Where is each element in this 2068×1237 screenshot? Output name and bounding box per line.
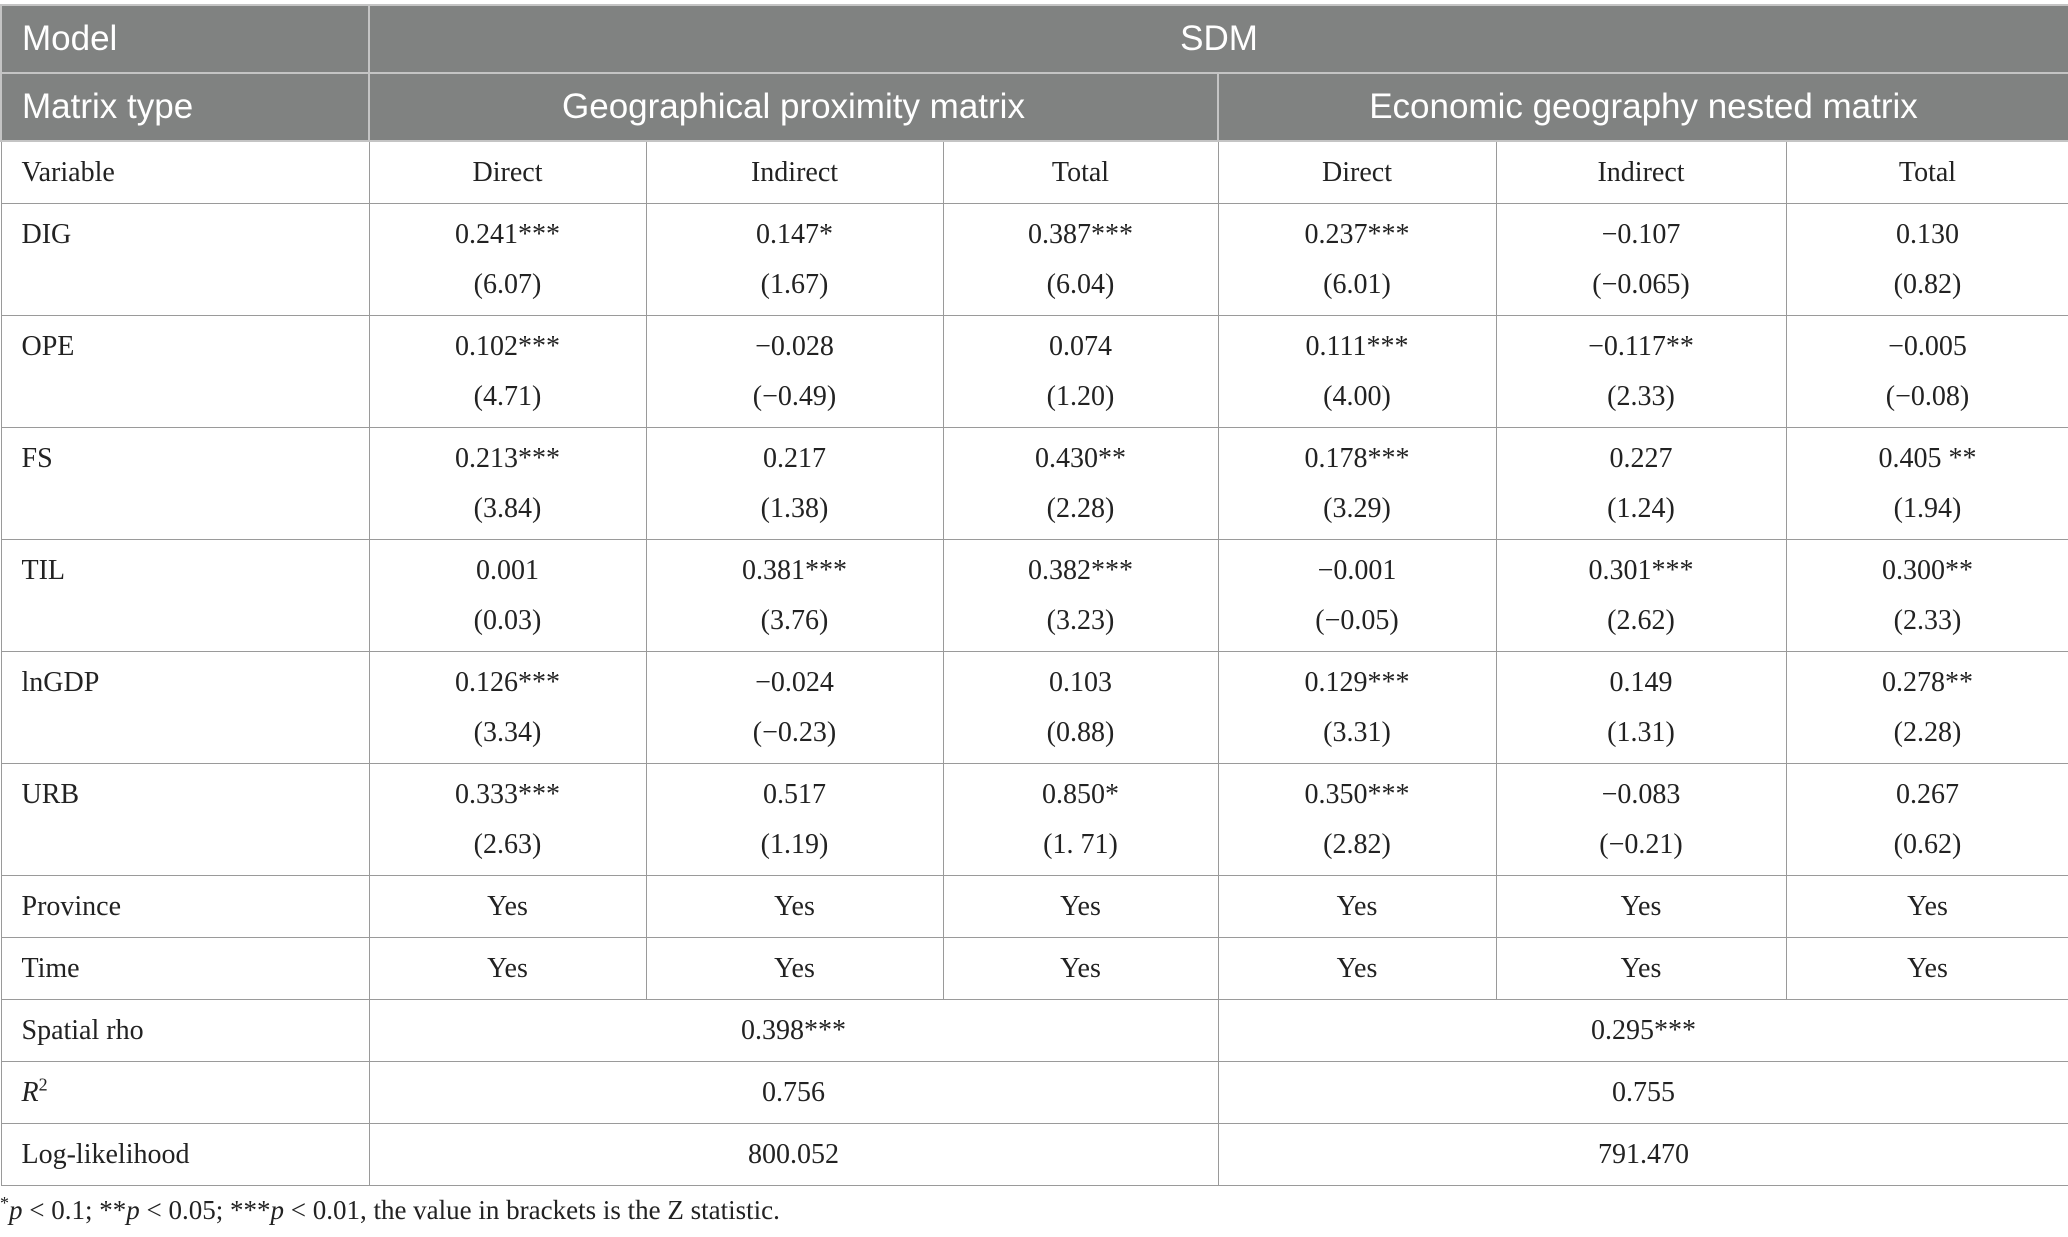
- z-statistic: (1.67): [760, 268, 829, 300]
- table-row: [1, 428, 2068, 540]
- column-header-row: [1, 141, 2068, 204]
- header-row-model: [1, 5, 2068, 73]
- z-statistic: (−0.05): [1315, 604, 1399, 636]
- r-squared-row: [1, 1062, 2068, 1124]
- cell: [646, 652, 943, 764]
- econ-indirect-header: Indirect: [1496, 141, 1786, 204]
- z-statistic: (−0.23): [752, 716, 837, 748]
- z-statistic: (−0.49): [752, 380, 837, 412]
- coefficient: 0.102***: [455, 330, 560, 362]
- cell: [646, 316, 943, 428]
- cell: [369, 652, 646, 764]
- matrix-geo-header: Geographical proximity matrix: [369, 73, 1218, 141]
- cell: [1786, 316, 2068, 428]
- results-table-container: [0, 4, 2068, 1186]
- z-statistic: (2.82): [1323, 828, 1391, 860]
- z-statistic: (1.20): [1046, 380, 1115, 412]
- cell: [1218, 204, 1496, 316]
- model-value: SDM: [369, 5, 2068, 73]
- r-squared-superscript: 2: [38, 1074, 48, 1095]
- cell: [1786, 204, 2068, 316]
- footnote-p2: p: [126, 1195, 140, 1225]
- matrix-type-label: Matrix type: [1, 73, 369, 141]
- z-statistic: (2.63): [473, 828, 542, 860]
- table-row: [1, 540, 2068, 652]
- geo-indirect-header: Indirect: [646, 141, 943, 204]
- cell: Yes: [1496, 938, 1786, 1000]
- z-statistic: (0.62): [1893, 828, 1962, 860]
- r-squared-letter: R: [21, 1076, 39, 1108]
- coefficient: 0.278**: [1882, 666, 1973, 698]
- footnote-t2: < 0.05; ***: [139, 1195, 271, 1225]
- cell: Yes: [1218, 876, 1496, 938]
- cell: [943, 316, 1218, 428]
- geo-total-header: Total: [943, 141, 1218, 204]
- control-name: Time: [1, 938, 369, 1000]
- cell: [1496, 652, 1786, 764]
- coefficient: −0.117**: [1588, 330, 1694, 362]
- coefficient: 0.129***: [1304, 666, 1410, 698]
- cell: [1786, 428, 2068, 540]
- econ-total-header: Total: [1786, 141, 2068, 204]
- coefficient: −0.028: [755, 330, 834, 362]
- coefficient: 0.126***: [455, 666, 560, 698]
- coefficient: 0.178***: [1304, 442, 1410, 474]
- cell: [1218, 652, 1496, 764]
- coefficient: 0.517: [763, 778, 826, 810]
- cell: [943, 204, 1218, 316]
- r-squared-econ: 0.755: [1218, 1062, 2068, 1124]
- coefficient: 0.149: [1609, 666, 1673, 698]
- log-likelihood-econ: 791.470: [1218, 1124, 2068, 1186]
- model-label: Model: [1, 5, 369, 73]
- cell: [943, 764, 1218, 876]
- z-statistic: (2.62): [1607, 604, 1675, 636]
- cell: [943, 428, 1218, 540]
- spatial-rho-row: [1, 1000, 2068, 1062]
- matrix-econ-header: Economic geography nested matrix: [1218, 73, 2068, 141]
- spatial-rho-label: Spatial rho: [1, 1000, 369, 1062]
- cell: [1786, 764, 2068, 876]
- coefficient: −0.083: [1601, 778, 1681, 810]
- econ-direct-header: Direct: [1218, 141, 1496, 204]
- footnote-t1: < 0.1; **: [22, 1195, 127, 1225]
- coefficient: 0.430**: [1035, 442, 1126, 474]
- table-row: [1, 316, 2068, 428]
- coefficient: 0.103: [1049, 666, 1112, 698]
- cell: [943, 652, 1218, 764]
- coefficient: 0.217: [763, 442, 826, 474]
- coefficient: 0.850*: [1042, 778, 1119, 810]
- cell: Yes: [1218, 938, 1496, 1000]
- cell: [1218, 764, 1496, 876]
- cell: [646, 764, 943, 876]
- log-likelihood-label: Log-likelihood: [1, 1124, 369, 1186]
- header-row-matrix: [1, 73, 2068, 141]
- variable-header: Variable: [1, 141, 369, 204]
- coefficient: 0.111***: [1305, 330, 1409, 362]
- log-likelihood-row: [1, 1124, 2068, 1186]
- variable-name: lnGDP: [1, 652, 369, 764]
- coefficient: 0.382***: [1028, 554, 1133, 586]
- coefficient: 0.074: [1049, 330, 1112, 362]
- z-statistic: (4.00): [1323, 380, 1391, 412]
- coefficient: 0.130: [1896, 218, 1959, 250]
- cell: [1496, 540, 1786, 652]
- z-statistic: (−0.08): [1885, 380, 1970, 412]
- z-statistic: (6.01): [1323, 268, 1391, 300]
- cell: Yes: [1496, 876, 1786, 938]
- coefficient: 0.333***: [455, 778, 560, 810]
- z-statistic: (1.94): [1893, 492, 1962, 524]
- table-row: [1, 876, 2068, 938]
- cell: Yes: [1786, 938, 2068, 1000]
- table-row: [1, 204, 2068, 316]
- cell: Yes: [369, 876, 646, 938]
- variable-name: DIG: [1, 204, 369, 316]
- cell: [1218, 540, 1496, 652]
- cell: [1218, 316, 1496, 428]
- coefficient: 0.227: [1609, 442, 1673, 474]
- z-statistic: (0.03): [473, 604, 542, 636]
- cell: [1496, 316, 1786, 428]
- cell: [1496, 204, 1786, 316]
- z-statistic: (4.71): [473, 380, 542, 412]
- table-row: [1, 938, 2068, 1000]
- coefficient: 0.387***: [1028, 218, 1133, 250]
- z-statistic: (1.31): [1607, 716, 1675, 748]
- z-statistic: (3.84): [473, 492, 542, 524]
- coefficient: 0.237***: [1304, 218, 1410, 250]
- z-statistic: (2.28): [1893, 716, 1962, 748]
- coefficient: 0.147*: [756, 218, 833, 250]
- coefficient: 0.300**: [1882, 554, 1973, 586]
- z-statistic: (0.82): [1893, 268, 1962, 300]
- cell: [369, 540, 646, 652]
- coefficient: 0.267: [1896, 778, 1959, 810]
- cell: [1218, 428, 1496, 540]
- variable-name: URB: [1, 764, 369, 876]
- z-statistic: (3.34): [473, 716, 542, 748]
- table-footnote: [0, 1193, 780, 1226]
- cell: Yes: [646, 876, 943, 938]
- coefficient: 0.350***: [1304, 778, 1410, 810]
- sdm-results-table: [0, 4, 2068, 1186]
- variable-name: TIL: [1, 540, 369, 652]
- z-statistic: (0.88): [1046, 716, 1115, 748]
- variable-name: FS: [1, 428, 369, 540]
- coefficient: −0.001: [1317, 554, 1397, 586]
- z-statistic: (3.23): [1046, 604, 1115, 636]
- z-statistic: (1.38): [760, 492, 829, 524]
- coefficient: −0.107: [1601, 218, 1681, 250]
- cell: [1496, 428, 1786, 540]
- z-statistic: (2.28): [1046, 492, 1115, 524]
- cell: [646, 204, 943, 316]
- z-statistic: (1. 71): [1043, 828, 1118, 860]
- geo-direct-header: Direct: [369, 141, 646, 204]
- log-likelihood-geo: 800.052: [369, 1124, 1218, 1186]
- control-name: Province: [1, 876, 369, 938]
- coefficient: 0.405 **: [1878, 442, 1977, 474]
- table-row: [1, 764, 2068, 876]
- spatial-rho-econ: 0.295***: [1218, 1000, 2068, 1062]
- cell: [1496, 764, 1786, 876]
- z-statistic: (3.31): [1323, 716, 1391, 748]
- z-statistic: (−0.21): [1599, 828, 1683, 860]
- coefficient: 0.381***: [742, 554, 847, 586]
- cell: [369, 764, 646, 876]
- z-statistic: (3.76): [760, 604, 829, 636]
- z-statistic: (6.07): [473, 268, 542, 300]
- footnote-p1: p: [9, 1195, 23, 1225]
- coefficient: 0.001: [476, 554, 539, 586]
- cell: [1786, 652, 2068, 764]
- cell: [369, 316, 646, 428]
- z-statistic: (6.04): [1046, 268, 1115, 300]
- coefficient: 0.241***: [455, 218, 560, 250]
- coefficient: −0.024: [755, 666, 834, 698]
- cell: [943, 540, 1218, 652]
- z-statistic: (3.29): [1323, 492, 1391, 524]
- r-squared-geo: 0.756: [369, 1062, 1218, 1124]
- z-statistic: (1.24): [1607, 492, 1675, 524]
- cell: [1786, 540, 2068, 652]
- z-statistic: (2.33): [1607, 380, 1675, 412]
- cell: [646, 428, 943, 540]
- z-statistic: (−0.065): [1592, 268, 1690, 300]
- cell: [369, 204, 646, 316]
- spatial-rho-geo: 0.398***: [369, 1000, 1218, 1062]
- footnote-t3: < 0.01, the value in brackets is the Z statistic.: [283, 1195, 780, 1225]
- cell: Yes: [943, 938, 1218, 1000]
- coefficient: −0.005: [1888, 330, 1967, 362]
- r-squared-label: [1, 1062, 369, 1124]
- coefficient: 0.301***: [1588, 554, 1694, 586]
- cell: Yes: [1786, 876, 2068, 938]
- cell: Yes: [369, 938, 646, 1000]
- cell: [646, 540, 943, 652]
- footnote-p3: p: [270, 1195, 284, 1225]
- footnote-marker: *: [0, 1193, 9, 1213]
- cell: Yes: [943, 876, 1218, 938]
- table-row: [1, 652, 2068, 764]
- cell: Yes: [646, 938, 943, 1000]
- variable-name: OPE: [1, 316, 369, 428]
- cell: [369, 428, 646, 540]
- z-statistic: (2.33): [1893, 604, 1962, 636]
- coefficient: 0.213***: [455, 442, 560, 474]
- z-statistic: (1.19): [760, 828, 829, 860]
